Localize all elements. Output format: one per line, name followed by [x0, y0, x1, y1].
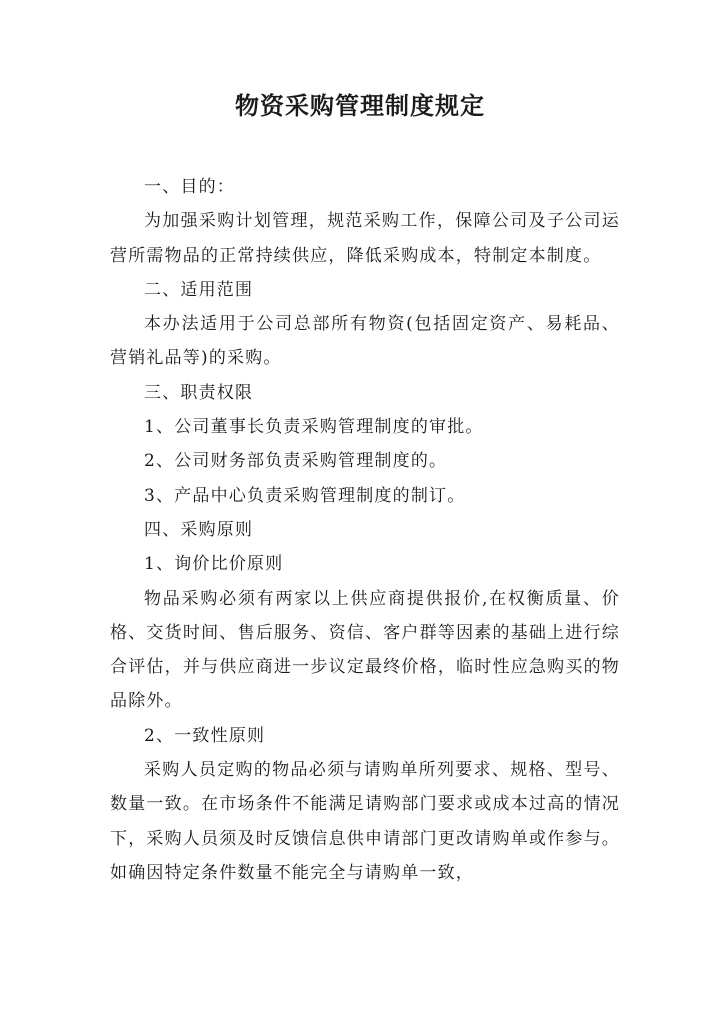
document-body — [110, 170, 620, 890]
document-title: 物资采购管理制度规定 — [235, 92, 485, 120]
section-heading-purpose: 一、目的： — [144, 177, 235, 197]
paragraph-scope: 本办法适用于公司总部所有物资(包括固定资产、易耗品、营销礼品等)的采购。 — [110, 314, 620, 369]
section-heading-principles: 四、采购原则 — [144, 519, 254, 540]
section-heading-responsibilities: 三、职责权限 — [144, 382, 254, 403]
list-item-responsibility-2: 2、公司财务部负责采购管理制度的。 — [144, 451, 448, 472]
list-item-responsibility-3: 3、产品中心负责采购管理制度的制订。 — [144, 485, 466, 506]
paragraph-consistency: 采购人员定购的物品必须与请购单所列要求、规格、型号、数量一致。在市场条件不能满足请购部门要求或成本过高的情况下，采购人员须及时反馈信息供申请部门更改请购单或作参与。如确因特定条件数量不能完全与请购单一致， — [110, 760, 620, 883]
list-item-responsibility-1: 1、公司董事长负责采购管理制度的审批。 — [144, 417, 484, 438]
paragraph-price-comparison: 物品采购必须有两家以上供应商提供报价,在权衡质量、价格、交货时间、售后服务、资信、客户群等因素的基础上进行综合评估，并与供应商进一步议定最终价格，临时性应急购买的物品除外。 — [110, 588, 620, 712]
paragraph-purpose: 为加强采购计划管理，规范采购工作，保障公司及子公司运营所需物品的正常持续供应，降低采购成本，特制定本制度。 — [110, 211, 620, 266]
section-heading-scope: 二、适用范围 — [144, 279, 254, 300]
subheading-price-comparison: 1、询价比价原则 — [144, 554, 284, 575]
subheading-consistency: 2、一致性原则 — [144, 725, 266, 746]
